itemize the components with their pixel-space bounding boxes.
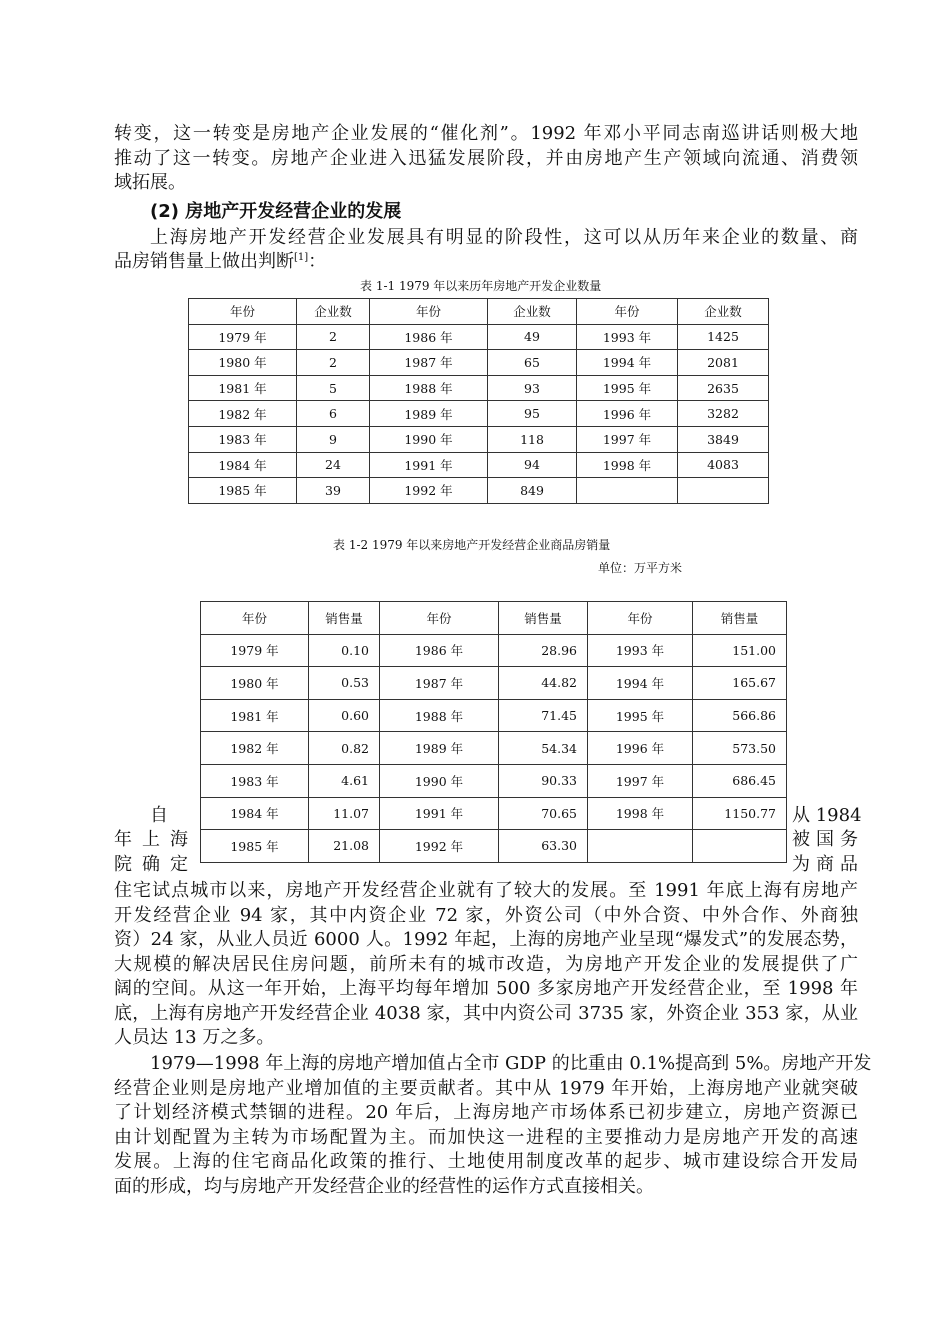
table-cell: 49 [488,324,577,350]
text-line: 经营企业则是房地产业增加值的主要贡献者。其中从 1979 年开始，上海房地产业就突破 [114,1077,858,1099]
table-cell: 573.50 [693,732,787,765]
table-cell [577,478,678,504]
table-cell: 1994 年 [588,667,693,700]
table-cell: 686.45 [693,764,787,797]
table-cell: 24 [297,452,370,478]
table-cell: 21.08 [309,830,380,863]
table-cell: 1992 年 [380,830,499,863]
table-cell: 1986 年 [380,634,499,667]
table-cell: 4083 [678,452,769,478]
column-header: 年份 [380,602,499,635]
table1 [188,298,769,504]
table-cell: 1993 年 [588,634,693,667]
table-cell: 1983 年 [189,426,297,452]
table-cell: 1989 年 [370,401,488,427]
column-header: 销售量 [693,602,787,635]
column-header: 企业数 [678,299,769,325]
table-cell: 1984 年 [201,797,309,830]
table-cell: 6 [297,401,370,427]
table-cell [693,830,787,863]
table-row [201,830,787,863]
table-cell: 849 [488,478,577,504]
table-row [189,324,769,350]
column-header: 年份 [588,602,693,635]
table-cell: 1980 年 [201,667,309,700]
table-cell: 71.45 [499,699,588,732]
text: 品房销售量上做出判断 [114,251,294,272]
table-cell: 151.00 [693,634,787,667]
table-cell: 1425 [678,324,769,350]
table-cell: 1987 年 [370,350,488,376]
table-cell: 94 [488,452,577,478]
text-line: 上海房地产开发经营企业发展具有明显的阶段性，这可以从历年来企业的数量、商 [150,227,858,248]
text-line: 阔的空间。从这一年开始，上海平均每年增加 500 多家房地产开发经营企业，至 1998 年 [114,978,858,999]
table-row [201,667,787,700]
table-cell: 1981 年 [189,375,297,401]
text-line: 底，上海有房地产开发经营企业 4038 家，其中内资公司 3735 家，外资企业 353 家，从业 [114,1002,858,1024]
table-cell: 1979 年 [201,634,309,667]
table-cell: 1985 年 [201,830,309,863]
table-cell: 1991 年 [380,797,499,830]
text-line: 转变，这一转变是房地产企业发展的“催化剂”。1992 年邓小平同志南巡讲话则极大地 [114,123,858,144]
table-header-row [201,602,787,635]
column-header: 销售量 [499,602,588,635]
text-line: 1979—1998 年上海的房地产增加值占全市 GDP 的比重由 0.1%提高到 5%。房地产开发 [150,1053,872,1074]
table-cell: 165.67 [693,667,787,700]
table-cell: 1992 年 [370,478,488,504]
table-row [201,699,787,732]
table-row [201,732,787,765]
table-row [201,797,787,830]
table-cell [588,830,693,863]
text-line: 住宅试点城市以来，房地产开发经营企业就有了较大的发展。至 1991 年底上海有房地产 [114,880,858,901]
table-cell: 2635 [678,375,769,401]
text-line: 人员达 13 万之多。 [114,1027,275,1048]
table2 [200,601,787,863]
text-line: 开发经营企业 94 家，其中内资企业 72 家，外资公司（中外合资、中外合作、外商独 [114,904,858,926]
table-cell: 1981 年 [201,699,309,732]
text-line: 面的形成，均与房地产开发经营企业的经营性的运作方式直接相关。 [114,1175,654,1197]
table-row [201,634,787,667]
text-line: 资）24 家，从业人员近 6000 人。1992 年起，上海的房地产业呈现“爆发式”的发展态势， [114,929,858,950]
table-cell: 1979 年 [189,324,297,350]
table-cell: 44.82 [499,667,588,700]
citation-ref: [1] [294,252,309,263]
table-cell: 1985 年 [189,478,297,504]
table-cell: 2 [297,324,370,350]
table-caption: 表 1-2 1979 年以来房地产开发经营企业商品房销量 [333,538,611,552]
text-line: 了计划经济模式禁锢的进程。20 年后，上海房地产市场体系已初步建立，房地产资源已 [114,1102,858,1123]
text-line: 发展。上海的住宅商品化政策的推行、土地使用制度改革的起步、城市建设综合开发局 [114,1151,858,1172]
wrap-text-right: 从 1984 [792,805,862,826]
column-header: 企业数 [297,299,370,325]
table-cell: 1995 年 [577,375,678,401]
table-cell: 2 [297,350,370,376]
table-cell: 1997 年 [588,764,693,797]
table-cell: 0.10 [309,634,380,667]
table-cell: 39 [297,478,370,504]
table-cell: 70.65 [499,797,588,830]
column-header: 年份 [189,299,297,325]
text-line: 域拓展。 [114,172,186,193]
column-header: 年份 [370,299,488,325]
wrap-text-left: 院 确 定 [114,854,188,875]
column-header: 销售量 [309,602,380,635]
table-cell: 0.60 [309,699,380,732]
table-cell: 1991 年 [370,452,488,478]
table-cell: 1996 年 [577,401,678,427]
text-line [114,250,858,274]
table-cell: 3282 [678,401,769,427]
table-cell: 566.86 [693,699,787,732]
table-cell: 95 [488,401,577,427]
wrap-text-left: 年 上 海 [114,829,188,850]
table-cell: 93 [488,375,577,401]
table-row [189,401,769,427]
table-cell: 1990 年 [370,426,488,452]
table-cell: 28.96 [499,634,588,667]
table-row [189,478,769,504]
column-header: 企业数 [488,299,577,325]
table-caption: 表 1-1 1979 年以来历年房地产开发企业数量 [360,279,602,293]
section-heading: (2) 房地产开发经营企业的发展 [150,201,402,222]
table-cell: 1990 年 [380,764,499,797]
column-header: 年份 [577,299,678,325]
table-cell: 1984 年 [189,452,297,478]
table-cell: 1996 年 [588,732,693,765]
table-cell: 1998 年 [588,797,693,830]
table-row [189,375,769,401]
table-cell: 2081 [678,350,769,376]
table-cell: 1989 年 [380,732,499,765]
table-cell: 11.07 [309,797,380,830]
column-header: 年份 [201,602,309,635]
table-cell: 1988 年 [380,699,499,732]
table-cell: 90.33 [499,764,588,797]
table-cell: 5 [297,375,370,401]
wrap-text-right: 为 商 品 [792,854,858,875]
table-cell: 1980 年 [189,350,297,376]
table-cell: 9 [297,426,370,452]
table-row [201,764,787,797]
table-header-row [189,299,769,325]
table-cell: 1986 年 [370,324,488,350]
table-cell: 1988 年 [370,375,488,401]
table-row [189,452,769,478]
table-cell: 54.34 [499,732,588,765]
unit-label: 单位：万平方米 [598,561,683,575]
table-cell: 4.61 [309,764,380,797]
table-row [189,426,769,452]
wrap-text-left: 自 [150,805,168,826]
table-cell: 1997 年 [577,426,678,452]
table-cell: 1982 年 [201,732,309,765]
table-cell [678,478,769,504]
text-line: 推动了这一转变。房地产企业进入迅猛发展阶段，并由房地产生产领域向流通、消费领 [114,147,858,169]
table-cell: 1995 年 [588,699,693,732]
table-cell: 1998 年 [577,452,678,478]
table-cell: 0.82 [309,732,380,765]
text: ： [308,251,327,272]
table-cell: 1983 年 [201,764,309,797]
table-cell: 1993 年 [577,324,678,350]
table-cell: 1150.77 [693,797,787,830]
text-line: 大规模的解决居民住房问题，前所未有的城市改造，为房地产开发企业的发展提供了广 [114,953,858,975]
table-cell: 118 [488,426,577,452]
table-cell: 1987 年 [380,667,499,700]
table-row [189,350,769,376]
table-cell: 65 [488,350,577,376]
table-cell: 63.30 [499,830,588,863]
text-line: 由计划配置为主转为市场配置为主。而加快这一进程的主要推动力是房地产开发的高速 [114,1126,858,1148]
table-cell: 1994 年 [577,350,678,376]
table-cell: 0.53 [309,667,380,700]
table-cell: 3849 [678,426,769,452]
table-cell: 1982 年 [189,401,297,427]
wrap-text-right: 被 国 务 [792,829,858,850]
